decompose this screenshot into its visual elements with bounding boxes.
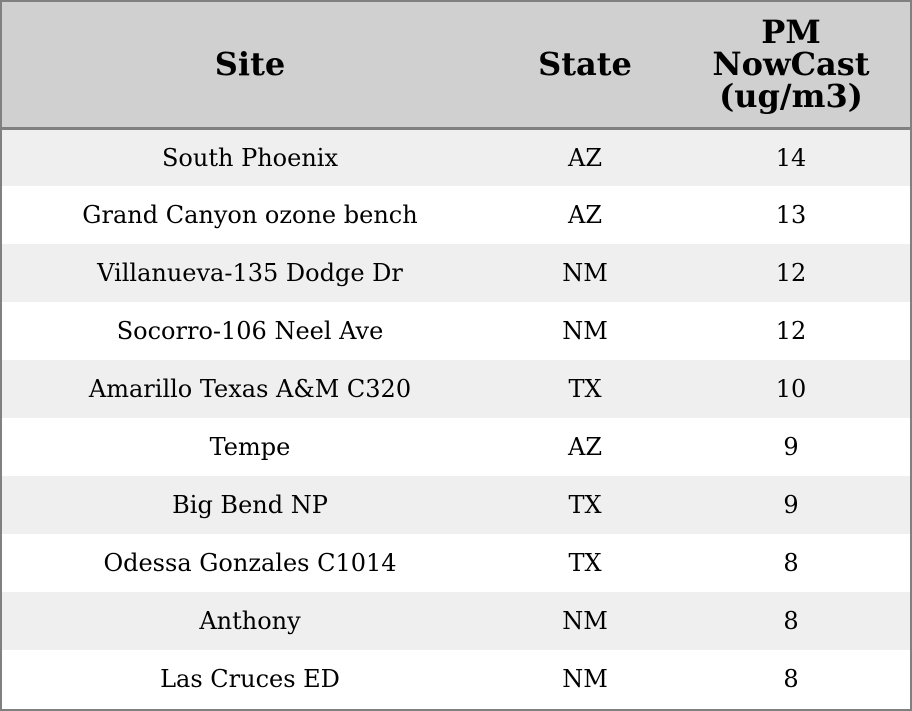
table-header <box>2 2 910 128</box>
table-row <box>2 476 910 534</box>
table-row <box>2 534 910 592</box>
table-body <box>2 128 910 708</box>
site-cell: Socorro-106 Neel Ave <box>116 317 384 345</box>
site-cell: Villanueva-135 Dodge Dr <box>97 259 403 287</box>
column-header-pm-nowcast <box>672 2 910 128</box>
site-cell: Amarillo Texas A&M C320 <box>88 375 412 403</box>
pm-nowcast-table <box>2 2 910 708</box>
header-row <box>2 2 910 128</box>
site-cell: Anthony <box>199 607 301 635</box>
table-row <box>2 302 910 360</box>
pm-value-cell: 8 <box>783 607 799 635</box>
site-cell: South Phoenix <box>161 143 338 172</box>
column-header-site: Site <box>2 2 498 128</box>
site-cell: Odessa Gonzales C1014 <box>103 549 397 577</box>
state-cell: TX <box>568 375 602 403</box>
table-row <box>2 592 910 650</box>
table-row <box>2 128 910 186</box>
state-cell: TX <box>568 491 602 519</box>
pm-value-cell: 10 <box>775 375 807 403</box>
site-cell: Tempe <box>209 433 291 461</box>
pm-value-cell: 13 <box>775 201 807 229</box>
column-header-state: State <box>498 2 672 128</box>
table-row <box>2 186 910 244</box>
pm-value-cell: 12 <box>775 317 807 345</box>
pm-value-cell: 9 <box>783 433 799 461</box>
table-row <box>2 418 910 476</box>
state-cell: NM <box>562 317 608 345</box>
state-cell: NM <box>562 259 608 287</box>
pm-value-cell: 12 <box>775 259 807 287</box>
table-row <box>2 244 910 302</box>
column-header-pm-nowcast-label: PM NowCast (ug/m3) <box>712 13 870 116</box>
table-row <box>2 650 910 708</box>
state-cell: AZ <box>567 143 602 172</box>
site-cell: Big Bend NP <box>172 491 328 519</box>
pm-value-cell: 8 <box>783 665 799 693</box>
state-cell: AZ <box>567 433 602 461</box>
site-cell: Las Cruces ED <box>160 665 340 693</box>
pm-value-cell: 9 <box>783 491 799 519</box>
state-cell: NM <box>562 665 608 693</box>
pm-value-cell: 8 <box>783 549 799 577</box>
table-row <box>2 360 910 418</box>
state-cell: TX <box>568 549 602 577</box>
state-cell: AZ <box>567 201 602 229</box>
site-cell: Grand Canyon ozone bench <box>82 201 418 229</box>
state-cell: NM <box>562 607 608 635</box>
pm-value-cell: 14 <box>775 143 807 172</box>
